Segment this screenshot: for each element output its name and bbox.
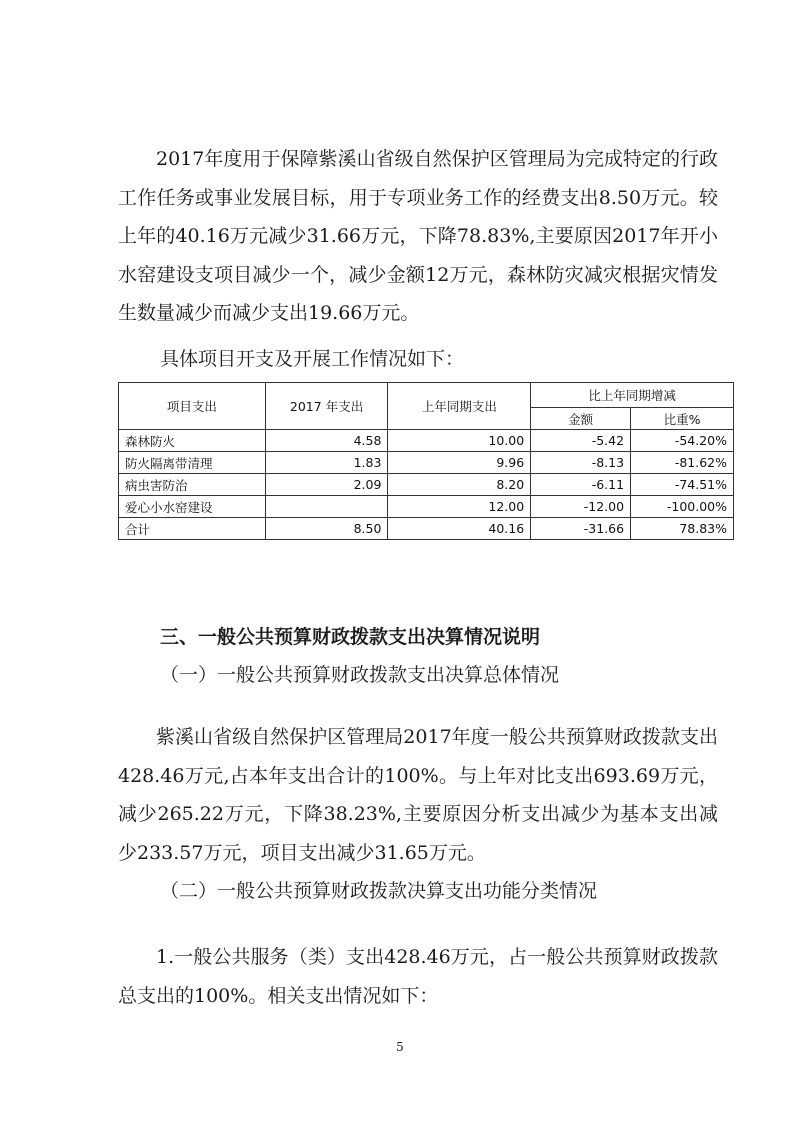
table-row xyxy=(119,496,734,518)
table-row xyxy=(119,452,734,474)
cell-item: 爱心小水窑建设 xyxy=(119,496,266,518)
paragraph-overall: 紫溪山省级自然保护区管理局2017年度一般公共预算财政拨款支出428.46万元,占本年支出合计的100%。与上年对比支出693.69万元，减少265.22万元，下降38.23%,主要原因分析支出减少为基本支出减少233.57万元，项目支出减少31.65万元。 xyxy=(118,726,718,864)
cell-previous: 10.00 xyxy=(388,430,531,452)
cell-previous: 40.16 xyxy=(388,518,531,540)
cell-item: 病虫害防治 xyxy=(119,474,266,496)
cell-amount: -6.11 xyxy=(531,474,631,496)
cell-previous: 12.00 xyxy=(388,496,531,518)
cell-previous: 8.20 xyxy=(388,474,531,496)
table-row xyxy=(119,430,734,452)
subsection-title-1: （一）一般公共预算财政拨款支出决算总体情况 xyxy=(160,664,560,686)
subsection-title-2: （二）一般公共预算财政拨款决算支出功能分类情况 xyxy=(160,880,598,902)
table-row xyxy=(119,474,734,496)
table-row-total xyxy=(119,518,734,540)
cell-ratio: -100.00% xyxy=(631,496,734,518)
project-expense-table xyxy=(118,382,734,540)
header-item: 项目支出 xyxy=(119,383,266,430)
cell-current: 1.83 xyxy=(265,452,388,474)
cell-current: 2.09 xyxy=(265,474,388,496)
header-amount: 金额 xyxy=(531,408,631,430)
cell-ratio: -54.20% xyxy=(631,430,734,452)
header-change-group: 比上年同期增减 xyxy=(531,383,734,408)
cell-previous: 9.96 xyxy=(388,452,531,474)
cell-ratio: -74.51% xyxy=(631,474,734,496)
cell-item: 森林防火 xyxy=(119,430,266,452)
header-previous-year: 上年同期支出 xyxy=(388,383,531,430)
cell-item: 合计 xyxy=(119,518,266,540)
paragraph-project-expense: 2017年度用于保障紫溪山省级自然保护区管理局为完成特定的行政工作任务或事业发展目标，用于专项业务工作的经费支出8.50万元。较上年的40.16万元减少31.66万元，下降78.83%,主要原因2017年开小水窑建设支项目减少一个，减少金额12万元，森林防灾减灾根据灾情发生数量减少而减少支出19.66万元。 xyxy=(118,148,718,325)
cell-amount: -31.66 xyxy=(531,518,631,540)
section-title: 三、一般公共预算财政拨款支出决算情况说明 xyxy=(160,626,541,648)
cell-amount: -12.00 xyxy=(531,496,631,518)
page-number: 5 xyxy=(396,1040,404,1054)
table-intro: 具体项目开支及开展工作情况如下： xyxy=(160,348,465,370)
header-current-year: 2017 年支出 xyxy=(265,383,388,430)
cell-current: 4.58 xyxy=(265,430,388,452)
cell-ratio: -81.62% xyxy=(631,452,734,474)
paragraph-public-service: 1.一般公共服务（类）支出428.46万元，占一般公共预算财政拨款总支出的100%。相关支出情况如下： xyxy=(118,946,718,1007)
cell-item: 防火隔离带清理 xyxy=(119,452,266,474)
cell-amount: -8.13 xyxy=(531,452,631,474)
cell-ratio: 78.83% xyxy=(631,518,734,540)
cell-amount: -5.42 xyxy=(531,430,631,452)
cell-current xyxy=(265,496,388,518)
header-ratio: 比重% xyxy=(631,408,734,430)
cell-current: 8.50 xyxy=(265,518,388,540)
